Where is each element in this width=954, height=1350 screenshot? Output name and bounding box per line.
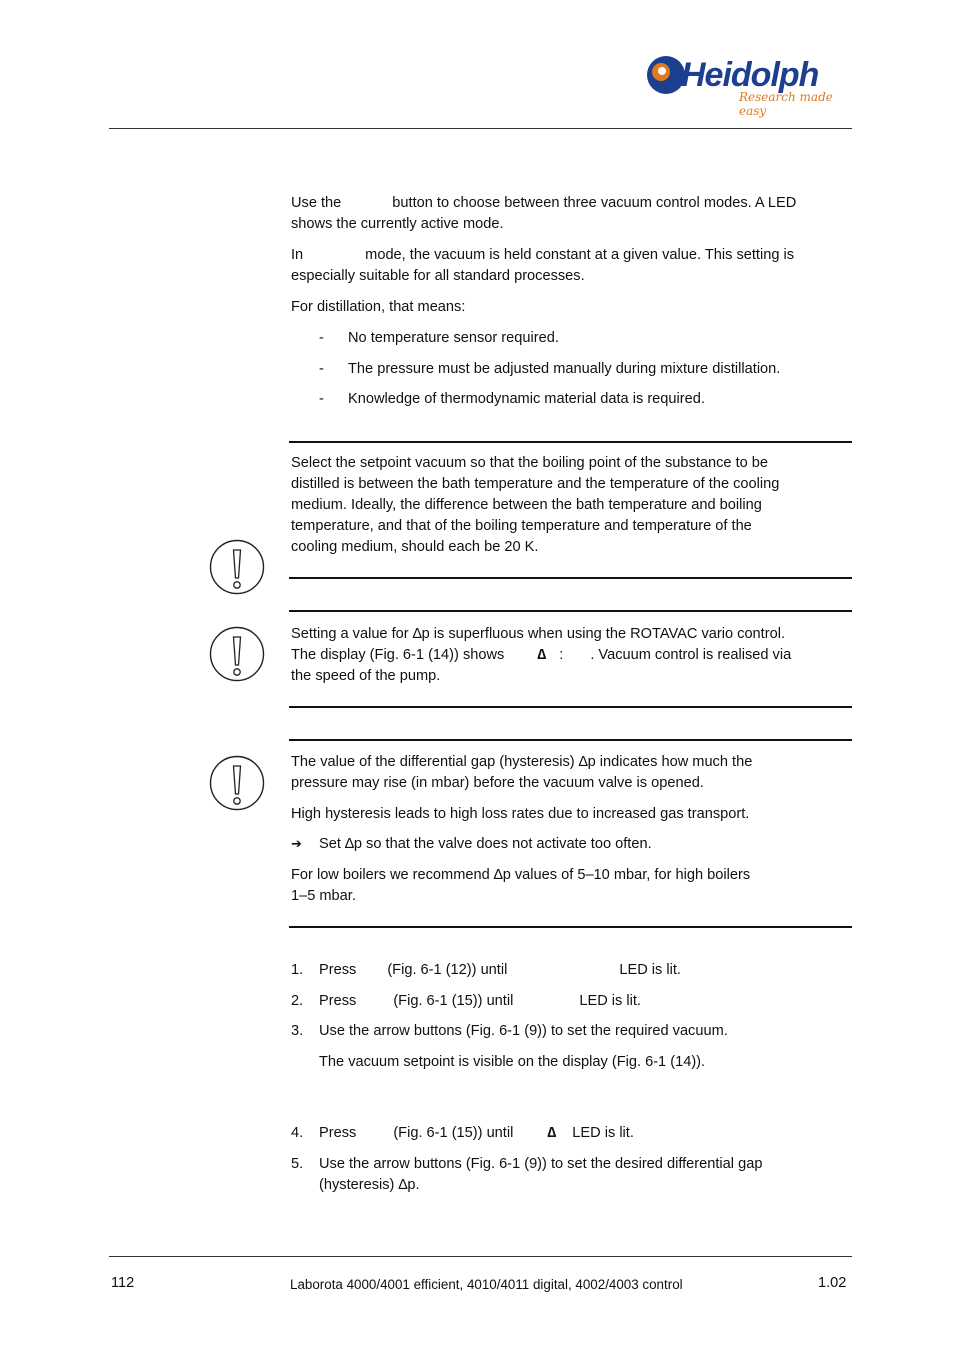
caution-icon xyxy=(208,538,266,596)
note1-text: Select the setpoint vacuum so that the boiling point of the substance to be distilled is between the bath temperature and the temperature of the cooling medium. Ideally, the difference between the bath temperature and boiling temperature, and that of the boiling temperature and temperature of the cooling medium, should each be 20 K. xyxy=(291,455,780,555)
distillation-intro: For distillation, that means: xyxy=(291,299,466,315)
brand-tagline: Research made easy xyxy=(739,90,833,118)
step-4: 4. Press (Fig. 6-1 (15)) until ∆ LED is lit. xyxy=(291,1125,634,1141)
brand-name: Heidolph xyxy=(681,56,819,94)
footer-version: 1.02 xyxy=(818,1275,847,1291)
step-2: 2. Press (Fig. 6-1 (15)) until LED is lit. xyxy=(291,993,641,1009)
logo xyxy=(645,52,860,118)
intro-paragraph: Use the button to choose between three vacuum control modes. A LED shows the currently active mode. xyxy=(291,195,797,232)
page-number: 112 xyxy=(111,1275,135,1291)
note1-top-rule xyxy=(289,441,852,443)
list-item: - The pressure must be adjusted manually during mixture distillation. xyxy=(319,361,781,377)
step-3: 3. Use the arrow buttons (Fig. 6-1 (9)) to set the required vacuum. xyxy=(291,1023,728,1039)
step-3-result: The vacuum setpoint is visible on the display (Fig. 6-1 (14)). xyxy=(319,1054,706,1070)
list-item: - No temperature sensor required. xyxy=(319,330,559,346)
caution-icon xyxy=(208,625,266,683)
note1-bottom-rule xyxy=(289,577,852,579)
note2-top-rule xyxy=(289,610,852,612)
mode-paragraph: In mode, the vacuum is held constant at a given value. This setting is especially suitable for all standard processes. xyxy=(291,247,795,284)
arrow-right-icon: ➔ xyxy=(291,837,302,852)
note3-top-rule xyxy=(289,739,852,741)
caution-icon xyxy=(208,754,266,812)
footer-title: Laborota 4000/4001 efficient, 4010/4011 digital, 4002/4003 control xyxy=(290,1277,683,1292)
step-5: 5. Use the arrow buttons (Fig. 6-1 (9)) to set the desired differential gap (hysteresis) ∆p. xyxy=(291,1156,763,1193)
note3-bottom-rule xyxy=(289,926,852,928)
note2-text: Setting a value for ∆p is superfluous when using the ROTAVAC vario control. The display (Fig. 6-1 (14)) shows ∆ : . Vacuum control is realised via the speed of the pump. xyxy=(291,626,792,684)
note2-bottom-rule xyxy=(289,706,852,708)
footer-rule xyxy=(109,1256,852,1257)
header-rule xyxy=(109,128,852,129)
step-1: 1. Press (Fig. 6-1 (12)) until LED is lit. xyxy=(291,962,681,978)
note3-text: The value of the differential gap (hysteresis) ∆p indicates how much the pressure may rise (in mbar) before the vacuum valve is opened. High hysteresis leads to high loss rates due to increased gas transport. ➔ Set ∆p so that the valve does not activate too often. For low boilers we recommend ∆p values of 5–10 mbar, for high boilers 1–5 mbar. xyxy=(291,754,753,904)
list-item: - Knowledge of thermodynamic material data is required. xyxy=(319,391,705,407)
bullet-list xyxy=(319,328,859,419)
